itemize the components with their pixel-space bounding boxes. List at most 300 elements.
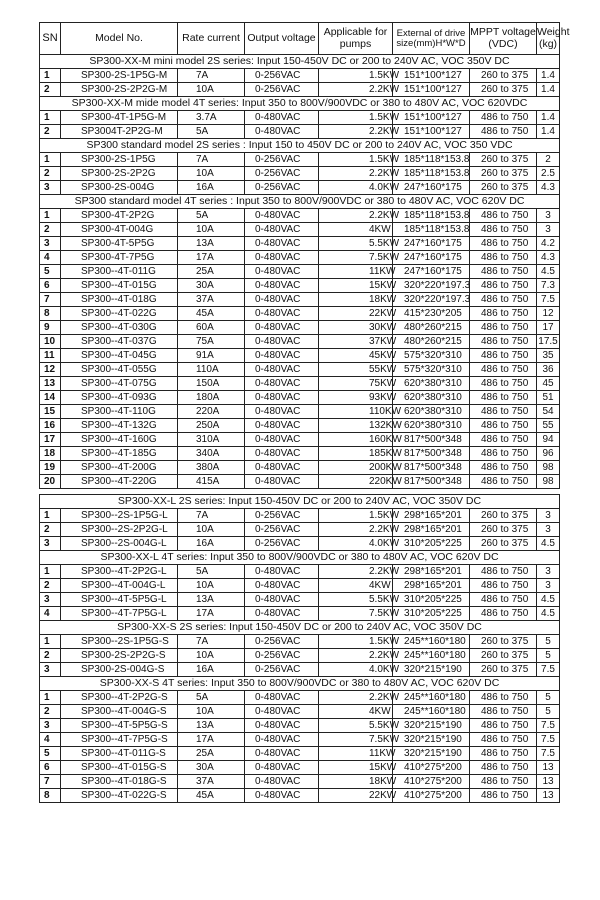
cell-pump-power: 37KW xyxy=(319,335,393,349)
cell-weight: 17.5 xyxy=(538,335,558,347)
table-row xyxy=(40,433,560,447)
cell-weight: 3 xyxy=(537,223,560,237)
cell-pump-power: 220KW xyxy=(319,475,393,489)
cell-drive-size: 310*205*225 xyxy=(393,607,470,621)
cell-sn: 1 xyxy=(40,209,61,223)
cell-drive-size: 410*275*200 xyxy=(393,789,470,803)
cell-drive-size: 245**160*180 xyxy=(393,649,470,663)
cell-drive-size: 320*215*190 xyxy=(393,719,470,733)
header-sn: SN xyxy=(40,23,61,55)
cell-drive-size: 245**160*180 xyxy=(393,705,470,719)
header-rate-current: Rate current xyxy=(178,23,245,55)
cell-pump-power: 2.2KW xyxy=(319,649,393,663)
cell-mppt-voltage: 486 to 750 xyxy=(470,789,537,803)
section-title-row xyxy=(40,677,560,691)
cell-mppt-voltage: 486 to 750 xyxy=(470,775,537,789)
cell-drive-size: 817*500*348 xyxy=(393,433,470,447)
cell-mppt-voltage: 486 to 750 xyxy=(470,125,537,139)
cell-drive-size: 817*500*348 xyxy=(393,475,470,489)
cell-weight: 55 xyxy=(537,419,560,433)
cell-sn: 4 xyxy=(40,607,61,621)
section-title: SP300-XX-L 4T series: Input 350 to 800V/900VDC or 380 to 480V AC, VOC 620V DC xyxy=(40,551,560,565)
cell-output-voltage: 0-480VAC xyxy=(245,363,319,377)
cell-mppt-voltage: 486 to 750 xyxy=(470,405,537,419)
table-row xyxy=(40,635,560,649)
cell-rate-current: 17A xyxy=(178,607,245,621)
cell-model: SP300--4T-075G xyxy=(61,377,178,391)
cell-sn: 2 xyxy=(40,579,61,593)
cell-mppt-voltage: 486 to 750 xyxy=(470,461,537,475)
section-title: SP300-XX-S 2S series: Input 150-450V DC or 200 to 240V AC, VOC 350V DC xyxy=(40,621,560,635)
cell-model: SP300-4T-5P5G xyxy=(61,237,178,251)
cell-pump-power: 4.0KW xyxy=(319,181,393,195)
cell-sn: 2 xyxy=(40,125,61,139)
cell-model: SP300--4T-132G xyxy=(61,419,178,433)
header-drive-size: External of drive size(mm)H*W*D xyxy=(393,23,470,55)
cell-pump-power: 1.5KW xyxy=(319,111,393,125)
cell-rate-current: 16A xyxy=(178,663,245,677)
cell-model: SP300--4T-030G xyxy=(61,321,178,335)
cell-weight: 3 xyxy=(537,509,560,523)
cell-model: SP300-4T-1P5G-M xyxy=(61,111,178,125)
cell-drive-size: 320*220*197.3 xyxy=(393,293,470,307)
cell-rate-current: 7A xyxy=(178,509,245,523)
cell-drive-size: 185*118*153.8 xyxy=(393,223,470,237)
cell-model: SP300-4T-2P2G xyxy=(61,209,178,223)
section-title-row xyxy=(40,551,560,565)
cell-output-voltage: 0-480VAC xyxy=(245,705,319,719)
cell-mppt-voltage: 486 to 750 xyxy=(470,265,537,279)
cell-model: SP300--4T-004G-S xyxy=(61,705,178,719)
cell-pump-power: 7.5KW xyxy=(319,251,393,265)
cell-output-voltage: 0-480VAC xyxy=(245,377,319,391)
cell-weight: 2.5 xyxy=(537,167,560,181)
table-row xyxy=(40,181,560,195)
cell-output-voltage: 0-480VAC xyxy=(245,733,319,747)
cell-model: SP300--4T-004G-L xyxy=(61,579,178,593)
cell-output-voltage: 0-480VAC xyxy=(245,775,319,789)
cell-sn: 6 xyxy=(40,761,61,775)
table-row xyxy=(40,719,560,733)
cell-sn: 6 xyxy=(40,279,61,293)
cell-drive-size: 817*500*348 xyxy=(393,461,470,475)
cell-sn: 1 xyxy=(40,153,61,167)
cell-model: SP300-2S-2P2G-M xyxy=(61,83,178,97)
cell-drive-size: 247*160*175 xyxy=(393,237,470,251)
table-row xyxy=(40,279,560,293)
cell-weight: 45 xyxy=(537,377,560,391)
table-row xyxy=(40,789,560,803)
cell-weight: 35 xyxy=(537,349,560,363)
cell-rate-current: 5A xyxy=(178,125,245,139)
cell-output-voltage: 0-256VAC xyxy=(245,181,319,195)
section-title-row xyxy=(40,97,560,111)
table-row xyxy=(40,293,560,307)
table-row xyxy=(40,111,560,125)
header-output-voltage: Output voltage xyxy=(245,23,319,55)
table-row xyxy=(40,265,560,279)
cell-sn: 20 xyxy=(40,475,61,489)
cell-drive-size: 151*100*127 xyxy=(393,69,470,83)
cell-mppt-voltage: 486 to 750 xyxy=(470,719,537,733)
cell-pump-power: 5.5KW xyxy=(319,237,393,251)
cell-model: SP300--4T-022G xyxy=(61,307,178,321)
cell-pump-power: 5.5KW xyxy=(319,593,393,607)
cell-weight: 3 xyxy=(537,565,560,579)
cell-output-voltage: 0-480VAC xyxy=(245,565,319,579)
spec-sheet xyxy=(39,22,570,803)
cell-output-voltage: 0-480VAC xyxy=(245,237,319,251)
cell-mppt-voltage: 486 to 750 xyxy=(470,279,537,293)
cell-sn: 10 xyxy=(40,335,61,349)
header-pumps: Applicable for pumps xyxy=(319,23,393,55)
section-title-row xyxy=(40,139,560,153)
cell-rate-current: 30A xyxy=(178,761,245,775)
cell-weight: 5 xyxy=(537,649,560,663)
cell-output-voltage: 0-480VAC xyxy=(245,307,319,321)
cell-mppt-voltage: 486 to 750 xyxy=(470,321,537,335)
cell-rate-current: 7A xyxy=(178,635,245,649)
cell-model: SP300--4T-018G xyxy=(61,293,178,307)
cell-weight: 3 xyxy=(537,579,560,593)
cell-output-voltage: 0-480VAC xyxy=(245,447,319,461)
cell-pump-power: 11KW xyxy=(319,265,393,279)
table-row xyxy=(40,607,560,621)
cell-weight: 1.4 xyxy=(537,83,560,97)
cell-sn: 1 xyxy=(40,635,61,649)
cell-sn: 4 xyxy=(40,733,61,747)
cell-sn: 1 xyxy=(40,69,61,83)
cell-rate-current: 10A xyxy=(178,705,245,719)
cell-mppt-voltage: 260 to 375 xyxy=(470,181,537,195)
cell-sn: 3 xyxy=(40,593,61,607)
cell-rate-current: 180A xyxy=(178,391,245,405)
section-title: SP300-XX-S 4T series: Input 350 to 800V/900VDC or 380 to 480V AC, VOC 620V DC xyxy=(40,677,560,691)
cell-pump-power: 7.5KW xyxy=(319,733,393,747)
cell-rate-current: 10A xyxy=(178,523,245,537)
cell-rate-current: 10A xyxy=(178,649,245,663)
cell-mppt-voltage: 486 to 750 xyxy=(470,579,537,593)
cell-mppt-voltage: 260 to 375 xyxy=(470,635,537,649)
table-row xyxy=(40,349,560,363)
table-row xyxy=(40,363,560,377)
cell-rate-current: 5A xyxy=(178,565,245,579)
cell-output-voltage: 0-480VAC xyxy=(245,209,319,223)
cell-sn: 11 xyxy=(40,349,61,363)
cell-weight: 7.5 xyxy=(537,747,560,761)
cell-output-voltage: 0-480VAC xyxy=(245,461,319,475)
cell-rate-current: 37A xyxy=(178,775,245,789)
table-row xyxy=(40,69,560,83)
cell-weight: 7.5 xyxy=(537,663,560,677)
cell-drive-size: 320*215*190 xyxy=(393,663,470,677)
section-title-row xyxy=(40,621,560,635)
cell-output-voltage: 0-256VAC xyxy=(245,537,319,551)
cell-model: SP300--4T-7P5G-L xyxy=(61,607,178,621)
table-row xyxy=(40,691,560,705)
cell-drive-size: 247*160*175 xyxy=(393,181,470,195)
cell-model: SP300--4T-015G xyxy=(61,279,178,293)
cell-pump-power: 4KW xyxy=(319,223,393,237)
cell-rate-current: 7A xyxy=(178,153,245,167)
section-title: SP300-XX-L 2S series: Input 150-450V DC or 200 to 240V AC, VOC 350V DC xyxy=(40,495,560,509)
cell-weight: 4.5 xyxy=(537,537,560,551)
cell-weight: 36 xyxy=(537,363,560,377)
spec-table-body xyxy=(40,55,560,803)
header-mppt: MPPT voltage (VDC) xyxy=(470,23,537,55)
cell-model: SP300-2S-004G xyxy=(61,181,178,195)
cell-sn: 1 xyxy=(40,691,61,705)
cell-output-voltage: 0-256VAC xyxy=(245,649,319,663)
cell-model: SP300--4T-200G xyxy=(61,461,178,475)
cell-model: SP300-2S-1P5G-M xyxy=(61,69,178,83)
cell-model: SP300-2S-1P5G xyxy=(61,153,178,167)
cell-model: SP300-4T-004G xyxy=(61,223,178,237)
cell-model: SP300--4T-037G xyxy=(61,335,178,349)
cell-pump-power: 2.2KW xyxy=(319,209,393,223)
cell-rate-current: 16A xyxy=(178,537,245,551)
cell-pump-power: 1.5KW xyxy=(319,509,393,523)
cell-sn: 3 xyxy=(40,663,61,677)
cell-drive-size: 480*260*215 xyxy=(393,335,470,349)
cell-drive-size: 185*118*153.8 xyxy=(393,153,470,167)
cell-pump-power: 7.5KW xyxy=(319,607,393,621)
section-title: SP300-XX-M mide model 4T series: Input 350 to 800V/900VDC or 380 to 480V AC, VOC 620VDC xyxy=(40,97,560,111)
cell-mppt-voltage: 486 to 750 xyxy=(470,111,537,125)
cell-drive-size: 817*500*348 xyxy=(393,447,470,461)
cell-pump-power: 200KW xyxy=(319,461,393,475)
cell-output-voltage: 0-480VAC xyxy=(245,593,319,607)
cell-drive-size: 415*230*205 xyxy=(393,307,470,321)
cell-weight: 1.4 xyxy=(537,69,560,83)
cell-drive-size: 620*380*310 xyxy=(393,377,470,391)
cell-pump-power: 22KW xyxy=(319,789,393,803)
cell-sn: 8 xyxy=(40,307,61,321)
cell-pump-power: 11KW xyxy=(319,747,393,761)
cell-sn: 5 xyxy=(40,747,61,761)
cell-model: SP300--4T-110G xyxy=(61,405,178,419)
cell-sn: 3 xyxy=(40,719,61,733)
cell-mppt-voltage: 486 to 750 xyxy=(470,391,537,405)
cell-rate-current: 10A xyxy=(178,579,245,593)
cell-rate-current: 13A xyxy=(178,719,245,733)
cell-weight: 13 xyxy=(537,775,560,789)
cell-mppt-voltage: 260 to 375 xyxy=(470,167,537,181)
cell-pump-power: 1.5KW xyxy=(319,635,393,649)
cell-pump-power: 93KW xyxy=(319,391,393,405)
cell-weight: 4.2 xyxy=(537,237,560,251)
cell-rate-current: 3.7A xyxy=(178,111,245,125)
cell-sn: 7 xyxy=(40,293,61,307)
cell-mppt-voltage: 260 to 375 xyxy=(470,153,537,167)
cell-pump-power: 110KW xyxy=(319,405,393,419)
cell-sn: 3 xyxy=(40,181,61,195)
cell-pump-power: 4.0KW xyxy=(319,663,393,677)
cell-output-voltage: 0-256VAC xyxy=(245,83,319,97)
cell-pump-power: 18KW xyxy=(319,293,393,307)
cell-rate-current: 30A xyxy=(178,279,245,293)
cell-sn: 9 xyxy=(40,321,61,335)
cell-mppt-voltage: 486 to 750 xyxy=(470,475,537,489)
cell-rate-current: 415A xyxy=(178,475,245,489)
cell-sn: 2 xyxy=(40,523,61,537)
cell-output-voltage: 0-256VAC xyxy=(245,509,319,523)
cell-sn: 2 xyxy=(40,223,61,237)
cell-rate-current: 60A xyxy=(178,321,245,335)
table-row xyxy=(40,307,560,321)
cell-output-voltage: 0-480VAC xyxy=(245,419,319,433)
cell-model: SP300--4T-2P2G-L xyxy=(61,565,178,579)
section-title-row xyxy=(40,195,560,209)
cell-output-voltage: 0-480VAC xyxy=(245,579,319,593)
cell-drive-size: 480*260*215 xyxy=(393,321,470,335)
cell-sn: 2 xyxy=(40,649,61,663)
cell-rate-current: 220A xyxy=(178,405,245,419)
cell-model: SP300--2S-004G-L xyxy=(61,537,178,551)
cell-drive-size: 620*380*310 xyxy=(393,405,470,419)
cell-pump-power: 2.2KW xyxy=(319,691,393,705)
cell-model: SP300--4T-185G xyxy=(61,447,178,461)
cell-output-voltage: 0-480VAC xyxy=(245,607,319,621)
table-row xyxy=(40,775,560,789)
cell-drive-size: 320*215*190 xyxy=(393,733,470,747)
cell-model: SP300--4T-018G-S xyxy=(61,775,178,789)
header-weight: Weight (kg) xyxy=(537,23,560,55)
cell-sn: 14 xyxy=(40,391,61,405)
cell-pump-power: 45KW xyxy=(319,349,393,363)
cell-model: SP300-2S-2P2G-S xyxy=(61,649,178,663)
cell-model: SP300--4T-2P2G-S xyxy=(61,691,178,705)
cell-output-voltage: 0-480VAC xyxy=(245,475,319,489)
cell-output-voltage: 0-256VAC xyxy=(245,69,319,83)
table-row xyxy=(40,377,560,391)
cell-pump-power: 18KW xyxy=(319,775,393,789)
cell-model: SP300--4T-055G xyxy=(61,363,178,377)
cell-model: SP300--4T-5P5G-L xyxy=(61,593,178,607)
cell-output-voltage: 0-480VAC xyxy=(245,719,319,733)
cell-mppt-voltage: 486 to 750 xyxy=(470,377,537,391)
cell-drive-size: 247*160*175 xyxy=(393,265,470,279)
cell-drive-size: 151*100*127 xyxy=(393,111,470,125)
table-row xyxy=(40,565,560,579)
table-row xyxy=(40,321,560,335)
cell-mppt-voltage: 486 to 750 xyxy=(470,607,537,621)
cell-pump-power: 4KW xyxy=(319,579,393,593)
cell-weight: 98 xyxy=(537,475,560,489)
cell-weight: 1.4 xyxy=(537,111,560,125)
cell-model: SP300--2S-2P2G-L xyxy=(61,523,178,537)
cell-pump-power: 1.5KW xyxy=(319,153,393,167)
table-row xyxy=(40,523,560,537)
cell-mppt-voltage: 260 to 375 xyxy=(470,649,537,663)
cell-sn: 4 xyxy=(40,251,61,265)
cell-output-voltage: 0-256VAC xyxy=(245,167,319,181)
table-row xyxy=(40,593,560,607)
cell-rate-current: 25A xyxy=(178,747,245,761)
section-title: SP300 standard model 2S series : Input 150 to 450V DC or 200 to 240V AC, VOC 350 VDC xyxy=(40,139,560,153)
cell-weight: 5 xyxy=(537,635,560,649)
cell-weight: 1.4 xyxy=(537,125,560,139)
cell-mppt-voltage: 260 to 375 xyxy=(470,83,537,97)
cell-drive-size: 310*205*225 xyxy=(393,593,470,607)
cell-output-voltage: 0-480VAC xyxy=(245,789,319,803)
cell-model: SP300--4T-015G-S xyxy=(61,761,178,775)
cell-weight: 3 xyxy=(537,523,560,537)
table-row xyxy=(40,405,560,419)
cell-rate-current: 91A xyxy=(178,349,245,363)
cell-sn: 12 xyxy=(40,363,61,377)
cell-model: SP300-2S-004G-S xyxy=(61,663,178,677)
cell-pump-power: 2.2KW xyxy=(319,523,393,537)
table-row xyxy=(40,579,560,593)
cell-rate-current: 17A xyxy=(178,733,245,747)
table-row xyxy=(40,167,560,181)
table-row xyxy=(40,391,560,405)
cell-output-voltage: 0-480VAC xyxy=(245,251,319,265)
cell-mppt-voltage: 486 to 750 xyxy=(470,747,537,761)
cell-weight: 2 xyxy=(537,153,560,167)
cell-sn: 1 xyxy=(40,565,61,579)
cell-rate-current: 10A xyxy=(178,167,245,181)
cell-drive-size: 410*275*200 xyxy=(393,775,470,789)
cell-output-voltage: 0-480VAC xyxy=(245,335,319,349)
cell-weight: 4.3 xyxy=(537,251,560,265)
cell-output-voltage: 0-480VAC xyxy=(245,761,319,775)
cell-mppt-voltage: 486 to 750 xyxy=(470,349,537,363)
cell-rate-current: 13A xyxy=(178,237,245,251)
table-row xyxy=(40,251,560,265)
cell-weight: 7.5 xyxy=(537,733,560,747)
cell-output-voltage: 0-480VAC xyxy=(245,349,319,363)
section-title-row xyxy=(40,495,560,509)
cell-drive-size: 320*215*190 xyxy=(393,747,470,761)
cell-model: SP300--4T-5P5G-S xyxy=(61,719,178,733)
cell-weight: 4.5 xyxy=(537,265,560,279)
cell-drive-size: 185*118*153.8 xyxy=(393,167,470,181)
cell-weight: 4.3 xyxy=(537,181,560,195)
cell-rate-current: 7A xyxy=(178,69,245,83)
cell-pump-power: 132KW xyxy=(319,419,393,433)
table-row xyxy=(40,125,560,139)
cell-output-voltage: 0-480VAC xyxy=(245,265,319,279)
cell-weight: 5 xyxy=(537,705,560,719)
cell-pump-power: 2.2KW xyxy=(319,167,393,181)
cell-weight: 7.5 xyxy=(537,293,560,307)
cell-sn: 1 xyxy=(40,111,61,125)
table-row xyxy=(40,461,560,475)
cell-model: SP300--4T-093G xyxy=(61,391,178,405)
cell-output-voltage: 0-480VAC xyxy=(245,223,319,237)
cell-rate-current: 10A xyxy=(178,223,245,237)
cell-model: SP300--4T-7P5G-S xyxy=(61,733,178,747)
table-row xyxy=(40,83,560,97)
cell-model: SP300-4T-7P5G xyxy=(61,251,178,265)
cell-drive-size: 185*118*153.8 xyxy=(393,209,470,223)
cell-drive-size: 620*380*310 xyxy=(393,391,470,405)
cell-rate-current: 5A xyxy=(178,691,245,705)
cell-drive-size: 320*220*197.3 xyxy=(393,279,470,293)
cell-weight: 17 xyxy=(537,321,560,335)
cell-drive-size: 310*205*225 xyxy=(393,537,470,551)
cell-sn: 17 xyxy=(40,433,61,447)
cell-drive-size: 245**160*180 xyxy=(393,635,470,649)
cell-pump-power: 22KW xyxy=(319,307,393,321)
cell-rate-current: 10A xyxy=(178,83,245,97)
section-title: SP300-XX-M mini model 2S series: Input 150-450V DC or 200 to 240V AC, VOC 350V DC xyxy=(40,55,560,69)
table-row xyxy=(40,475,560,489)
cell-output-voltage: 0-256VAC xyxy=(245,663,319,677)
cell-pump-power: 75KW xyxy=(319,377,393,391)
